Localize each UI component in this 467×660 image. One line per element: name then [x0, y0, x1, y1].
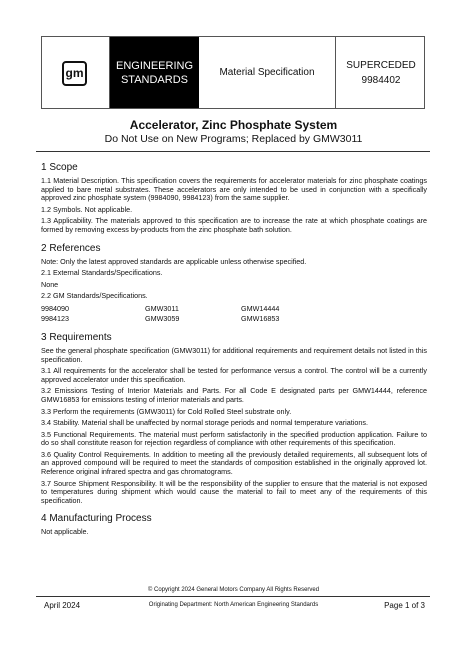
document-number: 9984402	[361, 74, 401, 86]
footer-date: April 2024	[44, 601, 81, 610]
paragraph: 3.3 Perform the requirements (GMW3011) for Cold Rolled Steel substrate only.	[41, 406, 292, 416]
paragraph: 2.2 GM Standards/Specifications.	[41, 291, 148, 301]
table-cell: 9984123	[41, 313, 69, 323]
paragraph: 1.1 Material Description. This specification covers the requirements for accelerator materials for zinc phosphate coatings applied to bare metal substrates. These accelerators are only intended to be used in conjunction with a specifically approved zinc phosphate system (9984090, 9984123) from the same supplier.	[41, 176, 427, 203]
gm-logo: gm	[62, 61, 87, 86]
table-cell: 9984090	[41, 303, 69, 313]
paragraph: 3.5 Functional Requirements. The material must perform satisfactorily in the specified production application. Failure to do so shall constitute reason for rejection regardless of compliance with other requirements of this specification.	[41, 429, 427, 448]
logo-cell	[42, 37, 110, 108]
document-title: Accelerator, Zinc Phosphate System	[129, 118, 338, 132]
paragraph: 3.6 Quality Control Requirements. In addition to meeting all the previously detailed requirements, all subsequent lots of an approved compound will be required to meet the standards of composition established in the originally approved lot. Reference original infrared spectra and gas chromatograms.	[41, 449, 427, 477]
document-body	[41, 162, 427, 540]
section-heading: 2 References	[41, 242, 101, 254]
paragraph: 3.4 Stability. Material shall be unaffected by normal storage periods and normal temperature variations.	[41, 418, 368, 428]
table-cell: GMW3011	[145, 303, 179, 313]
table-cell: GMW16853	[241, 313, 280, 323]
table-row	[41, 304, 341, 314]
paragraph: 3.7 Source Shipment Responsibility. It will be the responsibility of the supplier to ensure that the material is not exposed to temperatures during shipment which would cause the material to fail to meet any of the requirements of this specification.	[41, 478, 427, 505]
footer-divider	[36, 596, 430, 597]
copyright-notice: © Copyright 2024 General Motors Company All Rights Reserved	[147, 587, 320, 593]
section-requirements	[41, 332, 427, 506]
paragraph: 1.3 Applicability. The materials approved to this specification are to increase the rate at which phosphate coatings are formed by removing excess by-products from the zinc phosphate bath solution.	[41, 216, 427, 234]
paragraph: Note: Only the latest approved standards are applicable unless otherwise specified.	[41, 256, 307, 266]
department-line-1: ENGINEERING	[115, 59, 193, 72]
paragraph: 3.1 All requirements for the accelerator shall be tested for performance versus a control. The control will be a currently approved accelerator under this specification.	[41, 366, 427, 384]
page-number: Page 1 of 3	[384, 601, 425, 610]
paragraph: 1.2 Symbols. Not applicable.	[41, 204, 133, 214]
table-cell: GMW3059	[145, 313, 180, 323]
table-cell: GMW14444	[241, 303, 280, 313]
paragraph: See the general phosphate specification (GMW3011) for additional requirements and requirement details not listed in this specification.	[41, 345, 427, 364]
section-heading: 1 Scope	[41, 162, 78, 173]
department-block	[110, 37, 199, 108]
doc-type: Material Specification	[199, 37, 336, 108]
paragraph: None	[41, 279, 59, 289]
document-header	[41, 36, 425, 109]
title-divider	[36, 151, 430, 152]
department-line-2: STANDARDS	[120, 73, 188, 86]
section-heading: 4 Manufacturing Process	[41, 513, 152, 525]
document-subtitle: Do Not Use on New Programs; Replaced by GMW3011	[104, 133, 363, 145]
section-manufacturing	[41, 513, 427, 537]
status-block	[336, 37, 426, 108]
footer-department: Originating Department: North American Engineering Standards	[148, 602, 319, 608]
paragraph: Not applicable.	[41, 527, 89, 537]
paragraph: 3.2 Emissions Testing of Interior Materials and Parts. For all Code E designated parts per GMW14444, reference GMW16853 for emissions testing of interior materials and parts.	[41, 386, 427, 404]
status-label: SUPERCEDED	[346, 59, 416, 71]
table-row	[41, 314, 341, 324]
section-heading: 3 Requirements	[41, 331, 112, 343]
section-scope	[41, 162, 427, 235]
gm-standards-table	[41, 304, 341, 324]
paragraph: 2.1 External Standards/Specifications.	[41, 268, 163, 278]
section-references	[41, 243, 427, 324]
